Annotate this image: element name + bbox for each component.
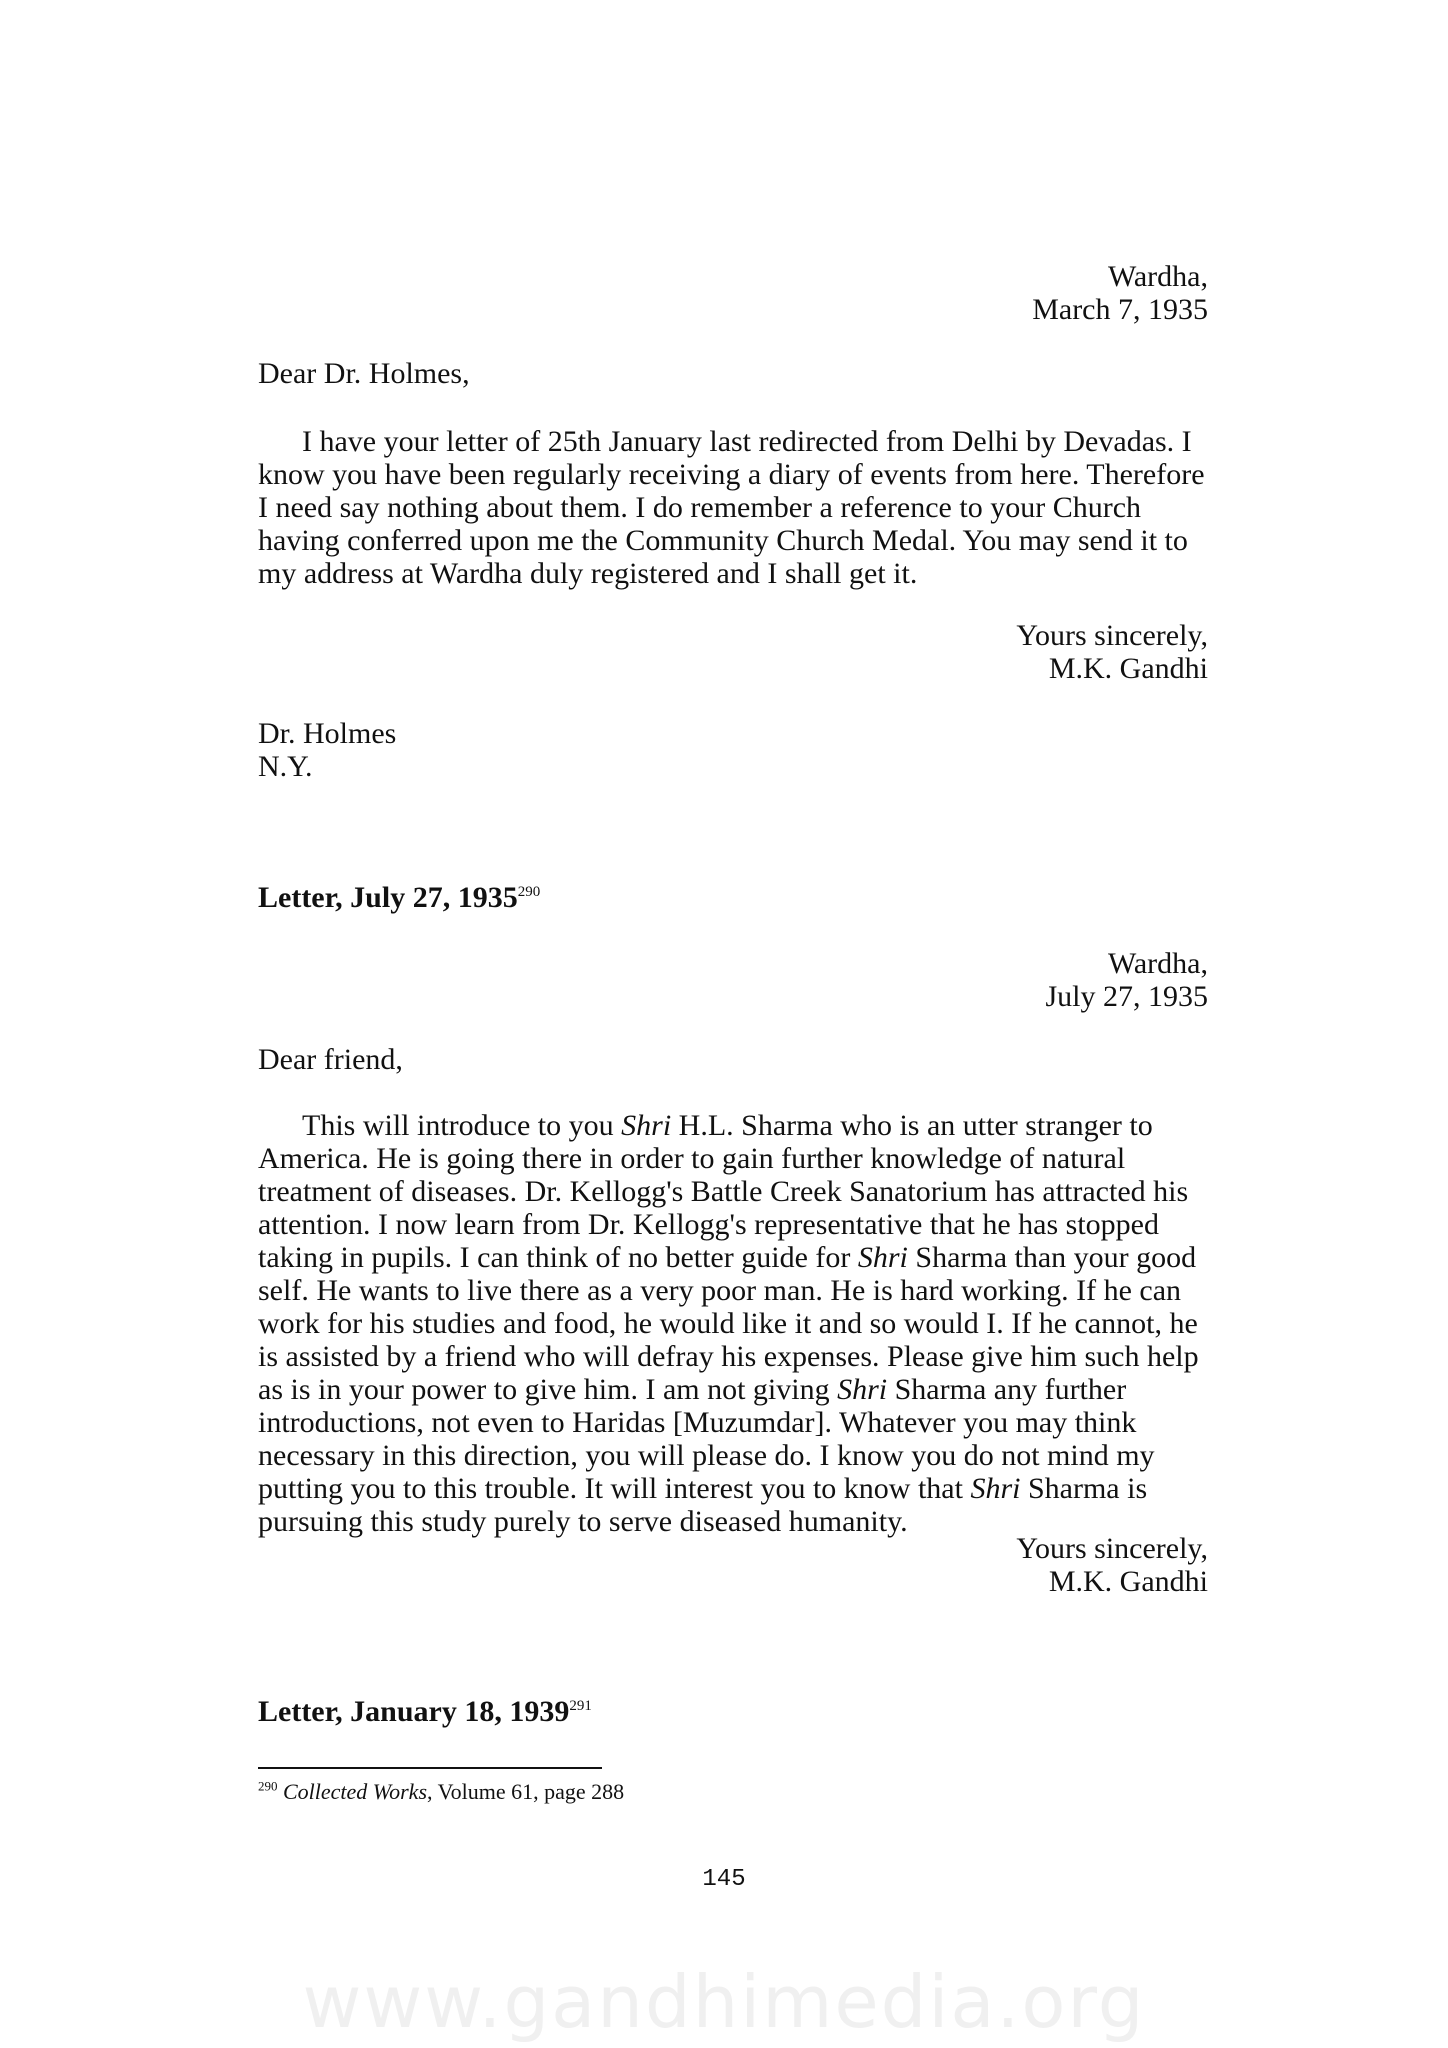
body-text: H.L. Sharma who is an utter stranger to America. He is going there in order to gain further knowledge of natural treatment of diseases. Dr. Kellogg's Battle Creek Sanatorium has attracted his attention. I now learn from Dr. Kellogg's representative that he has stopped taking in pupils. I can think of no better guide for	[258, 1109, 1189, 1274]
heading-text: Letter, July 27, 1935	[258, 881, 518, 914]
footnote-title: Collected Works	[283, 1779, 427, 1804]
letter1-address	[258, 717, 1208, 783]
section-heading-july-1935	[258, 881, 1208, 914]
letter1-addressee-name: Dr. Holmes	[258, 717, 397, 750]
letter1-date: March 7, 1935	[1032, 293, 1208, 326]
footnote-290	[258, 1779, 624, 1805]
letter2-salutation: Dear friend,	[258, 1043, 403, 1076]
letter2-date: July 27, 1935	[1045, 980, 1208, 1013]
footnote-number: 290	[258, 1778, 278, 1794]
letter2-signoff	[258, 1532, 1208, 1598]
heading-text: Letter, January 18, 1939	[258, 1695, 570, 1728]
honorific-shri: Shri	[621, 1109, 672, 1142]
honorific-shri: Shri	[837, 1373, 888, 1406]
letter1-closing: Yours sincerely,	[1016, 619, 1208, 652]
body-text: Sharma than your good self. He wants to live there as a very poor man. He is hard working. If he can work for his studies and food, he would like it and so would I. If he cannot, he is assisted by a friend who will defray his expenses. Please give him such help as is in your power to give him. I am not giving	[258, 1241, 1199, 1406]
letter1-signature: M.K. Gandhi	[1048, 652, 1208, 685]
footnote-ref-291[interactable]: 291	[569, 1698, 592, 1714]
letter1-body: I have your letter of 25th January last redirected from Delhi by Devadas. I know you have been regularly receiving a diary of events from here. Therefore I need say nothing about them. I do remember a reference to your Church having conferred upon me the Community Church Medal. You may send it to my address at Wardha duly registered and I shall get it.	[258, 425, 1205, 590]
letter2-dateline	[258, 947, 1208, 1013]
letter2-place: Wardha,	[1107, 947, 1208, 980]
letter1-signoff	[258, 619, 1208, 685]
footnote-ref-290[interactable]: 290	[517, 884, 541, 900]
section-heading-january-1939	[258, 1695, 1208, 1728]
footnote-divider	[258, 1767, 602, 1769]
letter2-body	[258, 1109, 1208, 1538]
honorific-shri: Shri	[970, 1472, 1021, 1505]
watermark: www.gandhimedia.org	[302, 1960, 1146, 2044]
letter1-place: Wardha,	[1107, 260, 1208, 293]
letter2-signature: M.K. Gandhi	[1048, 1565, 1208, 1598]
body-text: Sharma is pursuing this study purely to serve diseased humanity.	[258, 1472, 1148, 1538]
footnote-rest: , Volume 61, page 288	[427, 1779, 625, 1804]
body-text: This will introduce to you	[302, 1109, 622, 1142]
letter1-addressee-place: N.Y.	[258, 750, 313, 783]
letter1-dateline	[258, 260, 1208, 326]
letter2-closing: Yours sincerely,	[1016, 1532, 1208, 1565]
body-text: Sharma any further introductions, not even to Haridas [Muzumdar]. Whatever you may think necessary in this direction, you will please do. I know you do not mind my putting you to this trouble. It will interest you to know that	[258, 1373, 1155, 1505]
letter1-salutation: Dear Dr. Holmes,	[258, 357, 470, 390]
honorific-shri: Shri	[857, 1241, 908, 1274]
page-number: 145	[702, 1866, 746, 1893]
